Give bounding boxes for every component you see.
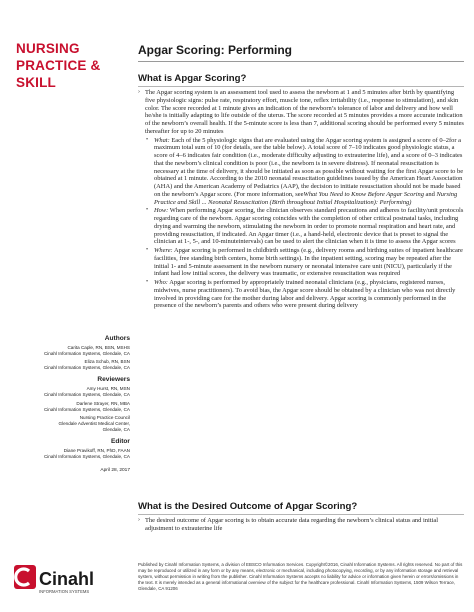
what-text: Each of the 5 physiologic signs that are evaluated using the Apgar scoring system is assigned a score of 0–2for a maximum total sum of 10 (for details, see the table below). A total score of 7–10 indicates good physiologic status, a score of 4–6 indicates fair condition (i.e., moderate difficulty adjusting to extrauterine life), and a score of 0–3 indicates that the newborn’s clinical condition is poor (i.e., the newborn is in severe distress). If neonatal resuscitation is necessary at the time of delivery, it should be initiated as soon as possible without waiting for the first Apgar score to be obtained at 1 minute. According to the 2010 neonatal resuscitation guidelines issued by the American Heart Association (AHA) and the American Academy of Pediatrics (AAP), the decision to initiate resuscitation should not be made based on the newborn’s Apgar score. (For more information, see: [154, 136, 464, 198]
editor-name: Diane Pravikoff, RN, PhD, FAAN: [63, 448, 130, 454]
cinahl-logo: [14, 560, 134, 598]
reviewer-2-name: Darlene Strayer, RN, MBA: [76, 400, 130, 406]
how-text: When performing Apgar scoring, the clinician observes standard precautions and adheres to facility/unit protocols regarding care of the newborn. Apgar scoring coincides with the completion of other critical postnatal tasks, including drying and warming the newborn, stimulating the newborn in order to promote normal respiration and heart rate, and providing resuscitation, if indicated. An Apgar timer (i.e., a hand-held, electronic device that is preset to signal the clinician at 1-, 5-, and 10-minuteintervals) can be used to alert the clinician when it is time to assess the Apgar scores: [154, 207, 464, 246]
reviewer-2: [2, 401, 130, 413]
how-item: [138, 207, 464, 246]
editor: [2, 448, 130, 460]
editor-title: Editor: [110, 438, 130, 446]
brand-line-2: PRACTICE &: [16, 58, 101, 73]
section-rule-outcome: [138, 514, 464, 515]
cinahl-logo-icon: [14, 561, 132, 597]
reviewer-1: [2, 386, 130, 398]
brand-title: [16, 40, 134, 91]
who-item: [138, 279, 464, 310]
section-heading-outcome: What is the Desired Outcome of Apgar Scoring?: [138, 501, 358, 512]
sub-bullet-icon: •: [146, 136, 149, 143]
page-title: Apgar Scoring: Performing: [138, 43, 293, 57]
author-2-name: Eliza Schub, RN, BSN: [84, 359, 130, 365]
reviewer-1-org: Cinahl Information Systems, Glendale, CA: [43, 392, 130, 398]
editor-org: Cinahl Information Systems, Glendale, CA: [43, 454, 130, 460]
author-2-org: Cinahl Information Systems, Glendale, CA: [43, 365, 130, 371]
logo-subtext: INFORMATION SYSTEMS: [39, 589, 90, 594]
section-body-outcome: [138, 517, 464, 533]
publication-date: April 28, 2017: [100, 468, 130, 474]
outcome-text: The desired outcome of Apgar scoring is to obtain accurate data regarding the newborn’s clinical status and initial adjustment to extrauterine life: [145, 517, 438, 532]
where-label: Where:: [154, 247, 173, 254]
outcome-paragraph: [138, 517, 464, 533]
logo-text: Cinahl: [39, 569, 95, 589]
credits-block: [2, 330, 130, 474]
reviewer-3-name: Nursing Practice Council: [79, 414, 130, 420]
intro-text: The Apgar scoring system is an assessment tool used to assess the newborn at 1 and 5 minutes after birth by quantifying five physiologic signs: pulse rate, respiratory effort, muscle tone, reflex irritability (i.e., response to stimulation), and skin color. The score recorded at 1 minute gives an indication of the newborn’s tolerance of labor and delivery and how well he/she is initially adapting to life outside of the uterus. The score recorded at 5 minutes provides a more accurate indication of the newborn’s overall health. If the 5-minute score is less than 7, additional scoring should be performed every 5 minutes thereafter for up to 20 minutes: [145, 89, 464, 135]
author-1: [2, 345, 130, 357]
bullet-icon: ›: [138, 89, 140, 95]
who-label: Who:: [154, 279, 168, 286]
what-and: and: [423, 190, 437, 198]
reviewer-2-org: Cinahl Information Systems, Glendale, CA: [43, 406, 130, 412]
what-item: [138, 137, 464, 207]
reviewer-3-city: Glendale, CA: [102, 426, 130, 432]
where-text: Apgar scoring is performed in childbirth settings (e.g., delivery rooms and birthing suites of inpatient healthcare facilities, free standing birth centers, home birth settings). In the inpatient setting, scoring may be repeated after the initial 1- and 5-minute assessment in the newborn nursery or neonatal intensive care unit (NICU), particularly if the infant had low initial scores, the delivery was traumatic, or extensive resuscitation was required: [154, 247, 463, 278]
author-1-org: Cinahl Information Systems, Glendale, CA: [43, 351, 130, 357]
reviewers-title: Reviewers: [97, 376, 130, 384]
sub-bullet-icon: •: [146, 207, 149, 214]
intro-paragraph: [138, 89, 464, 136]
section-rule-what: [138, 86, 464, 87]
reviewer-1-name: Amy Hurst, RN, MSN: [86, 386, 130, 392]
brand-line-3: SKILL: [16, 75, 56, 90]
brand-line-1: NURSING: [16, 41, 80, 56]
section-body-what: [138, 89, 464, 310]
what-label: What:: [154, 136, 170, 144]
author-1-name: Carita Caple, RN, BSN, MSHS: [67, 345, 130, 350]
author-2: [2, 359, 130, 371]
sub-bullet-icon: •: [146, 247, 149, 253]
where-item: [138, 247, 464, 278]
left-sidebar: [0, 0, 130, 612]
section-heading-what: What is Apgar Scoring?: [138, 73, 247, 84]
what-reference-link[interactable]: What You Need to Know Before Apgar Scoring: [303, 190, 424, 198]
sub-bullet-icon: •: [146, 279, 149, 285]
how-label: How:: [154, 207, 169, 215]
who-text: Apgar scoring is performed by appropriately trained neonatal clinicians (e.g., physicians, registered nurses, midwives, nurse practitioners). To avoid bias, the Apgar score should be obtained by a clinician who was not directly involved in providing care for the mother during labor and delivery. Apgar scoring is commonly performed in the presence of the newborn’s parents and others who were present during delivery: [154, 279, 456, 310]
what-reference-link-2[interactable]: Nursing Practice and Skill ... Neonatal Resuscitation (Birth throughout Initial Hospitalization): Performing): [154, 190, 458, 206]
title-rule: [138, 61, 464, 62]
copyright-footer: Published by Cinahl Information Systems, a division of EBSCO Information Services. Copyright©2016, Cinahl Information Systems. All rights reserved. No part of this may be reproduced or utilized in any form or by any means, electronic or mechanical, including photocopying, recording, or by any information storage and retrieval system, without permission in writing from the publisher. Cinahl Information Systems accepts no liability for advice or information given herein or errors/omissions in the text. It is merely intended as a general informational overview of the subject for the healthcare professional. Cinahl Information Systems, 1509 Wilson Terrace, Glendale, CA 91206: [138, 562, 463, 591]
reviewer-3: [2, 415, 130, 433]
authors-title: Authors: [104, 335, 130, 342]
reviewer-3-org: Glendale Adventist Medical Center,: [58, 420, 130, 426]
bullet-icon: ›: [138, 517, 140, 523]
